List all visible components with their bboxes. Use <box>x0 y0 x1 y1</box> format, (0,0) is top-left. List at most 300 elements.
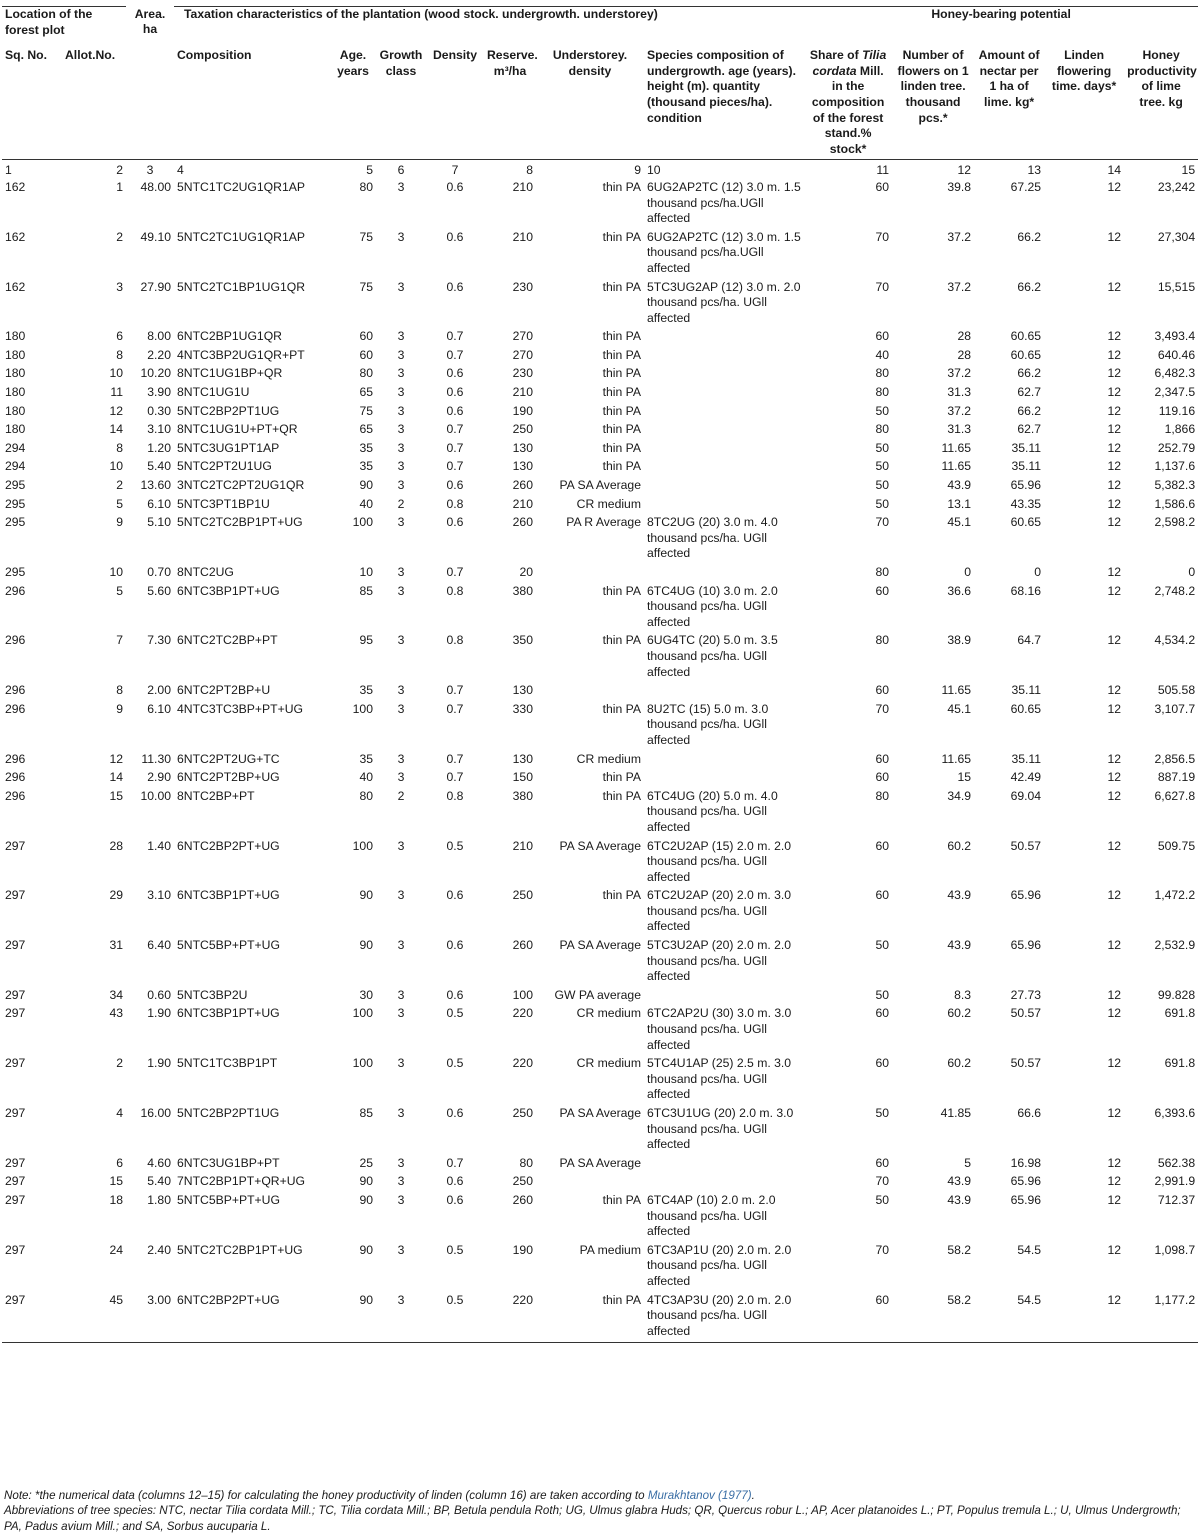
share-italic: Tilia cordata <box>812 48 887 78</box>
table-cell: 3 <box>397 1192 405 1207</box>
table-cell: 8.00 <box>147 329 171 344</box>
table-row <box>2 632 1198 682</box>
table-cell: CR medium <box>576 496 641 511</box>
table-cell: 75 <box>359 403 373 418</box>
column-header: Density <box>432 48 478 63</box>
table-cell: 8TC2UG (20) 3.0 m. 4.0 thousand pcs/ha. UGll affected <box>647 515 778 561</box>
table-cell: 2,598.2 <box>1154 515 1196 530</box>
table-cell: 35.11 <box>1011 459 1042 474</box>
table-cell: 45.1 <box>947 515 972 530</box>
table-cell: 5NTC1TC3BP1PT <box>177 1056 278 1071</box>
header-taxation: Taxation characteristics of the plantation (wood stock. undergrowth. understorey) <box>174 7 804 39</box>
table-cell: 0.7 <box>446 440 464 455</box>
table-cell: PA SA Average <box>559 478 641 493</box>
table-cell: 8NTC1UG1U <box>177 385 250 400</box>
table-cell: 43.9 <box>947 478 972 493</box>
table-cell: 27,304 <box>1157 229 1196 244</box>
table-row <box>2 384 1198 403</box>
table-cell: 3 <box>397 440 405 455</box>
table-cell: 80 <box>519 1155 533 1170</box>
table-cell: 58.2 <box>892 1292 974 1343</box>
table-cell: 0.6 <box>446 179 464 194</box>
table-cell: PA SA Average <box>559 1106 641 1120</box>
table-cell: 294 <box>5 459 26 474</box>
table-cell: 24 <box>109 1242 123 1257</box>
table-cell: 12 <box>1107 478 1122 493</box>
table-cell: 0.7 <box>446 751 464 766</box>
table-cell <box>644 564 804 583</box>
table-cell <box>536 564 644 583</box>
table-cell: 54.5 <box>974 1292 1044 1343</box>
table-cell: 60.65 <box>1010 329 1042 344</box>
table-cell: 90 <box>359 938 373 953</box>
table-cell: thin PA <box>602 1192 641 1207</box>
table-cell: 35 <box>359 459 373 474</box>
table-cell: 12 <box>1107 788 1122 803</box>
table-cell: 3 <box>116 279 123 294</box>
table-cell: 3NTC2TC2PT2UG1QR <box>177 478 305 493</box>
table-cell: 90 <box>359 1192 373 1207</box>
table-cell: 37.2 <box>947 229 972 244</box>
table-cell: 15,515 <box>1157 279 1196 294</box>
table-cell: 3 <box>397 751 405 766</box>
table-cell: 5NTC3UG1PT1AP <box>177 440 280 455</box>
table-cell: 12 <box>1107 459 1122 474</box>
table-cell: 65.96 <box>1010 1192 1042 1207</box>
column-header: Sq. No. <box>5 48 47 63</box>
column-header: Allot.No. <box>65 48 116 63</box>
table-cell: 65.96 <box>1010 938 1042 953</box>
table-row <box>2 496 1198 515</box>
table-cell: 28 <box>109 838 123 853</box>
table-cell: 2.40 <box>147 1242 171 1257</box>
table-cell: 2.20 <box>147 347 171 362</box>
table-cell: 40 <box>875 347 890 362</box>
table-cell: 40 <box>359 496 373 511</box>
table-cell: 6NTC2BP2PT+UG <box>177 838 280 853</box>
table-cell: 330 <box>512 701 533 716</box>
table-cell: 0.8 <box>446 788 464 803</box>
table-cell: 0.70 <box>147 565 171 579</box>
table-cell: 6TC3U1UG (20) 2.0 m. 3.0 thousand pcs/ha. UGll affected <box>647 1106 794 1152</box>
table-cell: 100 <box>352 1056 373 1071</box>
table-cell: 2.90 <box>147 770 171 785</box>
table-cell: 80 <box>875 788 890 803</box>
table-cell: 70 <box>875 1242 890 1257</box>
table-cell: 12 <box>1107 1006 1122 1021</box>
table-cell: 50 <box>875 938 890 953</box>
table-cell <box>644 496 804 515</box>
table-cell: thin PA <box>602 329 641 344</box>
table-cell: 5TC4U1AP (25) 2.5 m. 3.0 thousand pcs/ha. UGll affected <box>647 1056 792 1102</box>
table-cell: 5.40 <box>147 1174 171 1189</box>
table-cell: 100 <box>352 1006 373 1021</box>
table-cell: 60 <box>875 179 890 194</box>
table-cell: 66.6 <box>1017 1106 1042 1120</box>
table-cell: 66.2 <box>1017 366 1042 381</box>
table-cell: 7 <box>116 633 123 648</box>
table-cell: 2 <box>116 478 123 493</box>
table-cell: 0.6 <box>446 366 464 381</box>
column-header: Honey productivity of lime tree. kg <box>1127 48 1197 109</box>
table-cell: 50.57 <box>1010 1056 1042 1071</box>
table-cell: 2.00 <box>147 683 171 698</box>
table-cell: 5NTC1TC2UG1QR1AP <box>177 179 306 194</box>
table-cell: thin PA <box>602 788 641 803</box>
table-cell: 10 <box>109 565 123 579</box>
table-cell: 150 <box>512 770 533 785</box>
share-post: Mill. in the composition of the forest stand.% stock* <box>811 63 885 156</box>
column-number: 6 <box>376 160 426 179</box>
table-cell <box>536 1173 644 1192</box>
column-number: 12 <box>892 160 974 179</box>
table-cell: 380 <box>512 788 533 803</box>
table-cell: 13.1 <box>947 496 972 511</box>
table-cell: 5 <box>964 1155 972 1170</box>
table-cell: 3.10 <box>147 888 171 903</box>
table-row <box>2 1192 1198 1242</box>
table-cell: 12 <box>1107 770 1122 785</box>
table-cell: 887.19 <box>1157 770 1196 785</box>
table-cell: 0 <box>1188 565 1196 579</box>
table-cell: 296 <box>5 788 26 803</box>
table-cell: 12 <box>1107 751 1122 766</box>
table-cell: 43 <box>109 1006 123 1021</box>
column-header: Composition <box>177 48 252 63</box>
table-cell: 28 <box>957 347 972 362</box>
table-cell: 6,627.8 <box>1154 788 1196 803</box>
table-cell: 12 <box>1107 683 1122 698</box>
table-row <box>2 421 1198 440</box>
table-cell: 1.90 <box>147 1056 171 1071</box>
table-cell: 12 <box>1107 565 1122 579</box>
table-cell: 9 <box>116 701 123 716</box>
table-cell: 2 <box>116 229 123 244</box>
table-cell: 70 <box>875 279 890 294</box>
table-cell: 7NTC2BP1PT+QR+UG <box>177 1174 306 1189</box>
table-cell: 60.65 <box>1010 347 1042 362</box>
table-cell: 60 <box>359 329 373 344</box>
table-cell: 12 <box>1107 1155 1122 1170</box>
table-cell: 3,493.4 <box>1154 329 1196 344</box>
table-cell: 296 <box>5 701 26 716</box>
table-cell: 60.2 <box>947 1056 972 1071</box>
table-cell: 3 <box>397 279 405 294</box>
table-cell: thin PA <box>602 701 641 716</box>
table-cell: 80 <box>359 366 373 381</box>
table-cell: 6TC4AP (10) 2.0 m. 2.0 thousand pcs/ha. UGll affected <box>647 1192 776 1239</box>
table-cell: 10 <box>109 459 123 474</box>
table-cell: 8U2TC (15) 5.0 m. 3.0 thousand pcs/ha. UGll affected <box>647 701 769 747</box>
table-cell: 43.9 <box>947 938 972 953</box>
table-cell: 210 <box>512 838 533 853</box>
table-cell: 80 <box>875 565 890 579</box>
table-cell: 1,472.2 <box>1154 888 1196 903</box>
column-number: 15 <box>1124 160 1198 179</box>
header-honey-bearing: Honey-bearing potential <box>804 7 1198 39</box>
table-cell: 3 <box>397 987 405 1002</box>
table-cell: 5NTC2TC1UG1QR1AP <box>177 229 306 244</box>
table-cell: 3.00 <box>126 1292 174 1343</box>
column-header: Amount of nectar per 1 ha of lime. kg* <box>978 48 1040 109</box>
table-cell: 12 <box>1044 1292 1124 1343</box>
table-row <box>2 937 1198 987</box>
table-cell: 297 <box>5 1174 26 1189</box>
table-cell: 119.16 <box>1158 403 1196 418</box>
table-cell: thin PA <box>602 403 641 418</box>
table-cell <box>644 384 804 403</box>
table-cell: 260 <box>512 938 533 953</box>
table-cell: 4.60 <box>147 1155 171 1170</box>
column-header <box>126 38 174 160</box>
column-number: 8 <box>484 160 536 179</box>
table-cell: 66.2 <box>1017 229 1042 244</box>
table-cell: 3 <box>397 1155 405 1170</box>
table-cell: 45.1 <box>947 701 972 716</box>
table-cell: 5NTC2TC2BP1PT+UG <box>177 515 303 530</box>
table-row <box>2 229 1198 279</box>
table-cell: 5NTC2BP2PT1UG <box>177 1106 280 1120</box>
table-cell: 39.8 <box>947 179 972 194</box>
table-cell: 12 <box>1107 496 1122 511</box>
table-cell: 3 <box>397 179 405 194</box>
table-cell: 3 <box>397 938 405 953</box>
table-cell: 90 <box>359 1174 373 1189</box>
table-cell <box>644 365 804 384</box>
table-cell: 6.40 <box>147 938 171 953</box>
table-cell: GW PA average <box>554 987 641 1002</box>
table-cell: thin PA <box>602 583 641 598</box>
table-cell: 0.6 <box>446 229 464 244</box>
table-cell: 48.00 <box>140 179 171 194</box>
column-number: 14 <box>1044 160 1124 179</box>
table-cell: 1,177.2 <box>1124 1292 1198 1343</box>
column-header: Understorey. density <box>552 48 628 78</box>
table-cell: thin PA <box>602 888 641 903</box>
table-cell: 6NTC3BP1PT+UG <box>177 583 280 598</box>
table-cell: 6UG4TC (20) 5.0 m. 3.5 thousand pcs/ha. UGll affected <box>647 633 778 679</box>
table-cell: 15 <box>957 770 972 785</box>
table-cell: 297 <box>5 1056 26 1071</box>
table-cell <box>644 477 804 496</box>
table-cell: 6 <box>116 1155 123 1170</box>
table-cell: 180 <box>5 329 26 344</box>
table-cell: 2,991.9 <box>1154 1174 1196 1189</box>
table-cell: 100 <box>352 515 373 530</box>
table-cell: 3 <box>376 1292 426 1343</box>
table-cell: 35 <box>359 683 373 698</box>
table-cell: 3 <box>397 422 405 437</box>
table-row <box>2 477 1198 496</box>
table-cell: 270 <box>512 347 533 362</box>
table-cell: 0.5 <box>446 1056 464 1071</box>
table-cell: 10.00 <box>140 788 171 803</box>
table-row <box>2 682 1198 701</box>
table-cell: 65.96 <box>1010 888 1042 903</box>
share-pre: Share of <box>809 48 863 63</box>
table-cell: 5NTC2BP2PT1UG <box>177 403 280 418</box>
table-cell: 250 <box>512 888 533 903</box>
table-cell: 11.30 <box>141 751 171 766</box>
table-cell: 3 <box>397 1174 405 1189</box>
table-cell: 12 <box>1107 1192 1122 1207</box>
table-cell: 6.10 <box>147 496 171 511</box>
table-cell: 10.20 <box>140 366 171 381</box>
table-cell: 6NTC3BP1PT+UG <box>177 888 280 903</box>
table-row <box>2 1005 1198 1055</box>
table-cell: 230 <box>512 279 533 294</box>
header-location: Location of the forest plot <box>2 7 126 39</box>
table-cell: 8NTC2BP+PT <box>177 788 255 803</box>
table-cell: 162 <box>5 279 26 294</box>
table-cell: 5,382.3 <box>1154 478 1196 493</box>
table-cell: 43.9 <box>947 888 972 903</box>
table-cell: 75 <box>359 229 373 244</box>
table-row <box>2 1242 1198 1292</box>
table-cell: 66.2 <box>1017 279 1042 294</box>
table-cell: 6TC2U2AP (20) 2.0 m. 3.0 thousand pcs/ha. UGll affected <box>647 888 792 934</box>
table-cell <box>644 440 804 459</box>
table-cell: 34.9 <box>947 788 972 803</box>
table-cell: 4NTC3TC3BP+PT+UG <box>177 701 303 716</box>
table-cell: 162 <box>5 229 26 244</box>
table-cell <box>644 987 804 1006</box>
table-cell: 85 <box>359 1106 373 1120</box>
table-cell: 20 <box>519 565 533 579</box>
table-cell: 90 <box>359 478 373 493</box>
table-row <box>2 701 1198 751</box>
table-cell: 1.90 <box>147 1006 171 1021</box>
table-cell: 35 <box>359 440 373 455</box>
table-notes <box>4 1488 1198 1534</box>
table-cell: thin PA <box>536 1292 644 1343</box>
table-cell: 8.3 <box>954 987 972 1002</box>
table-cell: 3 <box>397 515 405 530</box>
table-cell: 60 <box>875 329 890 344</box>
table-cell: 180 <box>5 385 26 400</box>
table-cell: 0.7 <box>446 683 464 698</box>
table-cell: 8 <box>116 683 123 698</box>
table-cell: thin PA <box>602 366 641 381</box>
table-cell: 68.16 <box>1010 583 1042 598</box>
table-cell: 6TC3AP1U (20) 2.0 m. 2.0 thousand pcs/ha. UGll affected <box>647 1242 792 1288</box>
table-cell: 12 <box>1107 229 1122 244</box>
table-cell: 8NTC2UG <box>177 565 234 579</box>
table-cell: 50 <box>875 1106 890 1120</box>
table-cell: 60 <box>875 888 890 903</box>
table-cell: 297 <box>5 838 26 853</box>
reference-link[interactable]: Murakhtanov (1977) <box>647 1489 752 1502</box>
table-cell: 60 <box>875 1155 890 1170</box>
table-cell: 210 <box>512 229 533 244</box>
table-cell: 0.60 <box>147 987 171 1002</box>
table-cell <box>644 403 804 422</box>
table-cell: 60.65 <box>1010 515 1042 530</box>
table-cell: 60.2 <box>947 838 972 853</box>
table-cell: 7.30 <box>147 633 171 648</box>
note-suffix: . <box>751 1489 755 1502</box>
table-cell: 15 <box>109 1174 123 1189</box>
table-cell: 3 <box>397 478 405 493</box>
table-cell: 50 <box>875 440 890 455</box>
table-cell: 0.6 <box>446 1174 464 1189</box>
table-cell: 12 <box>1107 347 1122 362</box>
table-row <box>2 279 1198 329</box>
table-cell: thin PA <box>602 440 641 455</box>
table-cell: 0.8 <box>446 496 464 511</box>
table-cell: 12 <box>1107 938 1122 953</box>
table-cell <box>644 1173 804 1192</box>
table-cell: 70 <box>875 515 890 530</box>
table-row <box>2 403 1198 422</box>
table-cell: 3 <box>397 329 405 344</box>
table-row <box>2 179 1198 229</box>
table-cell: 210 <box>512 179 533 194</box>
table-cell: 50.57 <box>1010 838 1042 853</box>
table-cell: 11.65 <box>941 440 972 455</box>
table-cell: 28 <box>957 329 972 344</box>
table-cell: 2,532.9 <box>1154 938 1196 953</box>
table-cell: 65 <box>359 422 373 437</box>
table-cell: 3 <box>397 1056 405 1071</box>
table-row <box>2 769 1198 788</box>
table-cell: 0.7 <box>446 565 464 579</box>
table-cell: 27.73 <box>1010 987 1042 1002</box>
table-cell: 350 <box>512 633 533 648</box>
table-cell: 60.65 <box>1010 701 1042 716</box>
table-cell: 296 <box>5 583 26 598</box>
table-cell: 100 <box>352 701 373 716</box>
table-cell: 5NTC3BP2U <box>177 987 248 1002</box>
table-cell: 12 <box>1107 515 1122 530</box>
column-header: Linden flowering time. days* <box>1051 48 1117 94</box>
table-cell: PA medium <box>579 1242 641 1257</box>
table-cell: 0.7 <box>446 1155 464 1170</box>
table-cell: 4,534.2 <box>1154 633 1196 648</box>
table-cell: 15 <box>109 788 123 803</box>
table-cell <box>644 421 804 440</box>
table-cell: 6UG2AP2TC (12) 3.0 m. 1.5 thousand pcs/ha.UGll affected <box>647 229 801 275</box>
table-cell: 5.40 <box>147 459 171 474</box>
table-cell: 41.85 <box>940 1106 972 1120</box>
table-cell: 0.8 <box>446 583 464 598</box>
table-cell: 12 <box>1107 403 1122 418</box>
table-cell: 0.30 <box>147 403 171 418</box>
table-cell: 80 <box>359 179 373 194</box>
abbreviations-line: Abbreviations of tree species: NTC, nectar Tilia cordata Mill.; TC, Tilia cordata Mill.; BP, Betula pendula Roth; UG, Ulmus glabra Huds; QR, Quercus robur L.; AP, Acer platanoides L.; PT, Populus tremula L.; U, Ulmus Undergrowth; PA, Padus avium Mill.; and SA, Sorbus aucuparia L. <box>4 1504 1181 1533</box>
table-cell: 3 <box>397 1242 405 1257</box>
table-cell: 0.8 <box>446 633 464 648</box>
table-cell: 162 <box>5 179 26 194</box>
table-cell: 100 <box>352 838 373 853</box>
table-cell: 6NTC2BP1UG1QR <box>177 329 282 344</box>
table-cell: 0.5 <box>446 838 464 853</box>
table-cell: 50 <box>875 496 890 511</box>
table-cell: 85 <box>359 583 373 598</box>
table-cell: 9 <box>116 515 123 530</box>
table-cell: thin PA <box>602 770 641 785</box>
table-cell: 509.75 <box>1157 838 1196 853</box>
table-cell: 0.6 <box>446 478 464 493</box>
table-row <box>2 987 1198 1006</box>
table-cell: 230 <box>512 366 533 381</box>
table-cell: 12 <box>1107 279 1122 294</box>
table-cell: 60 <box>875 751 890 766</box>
table-cell: 64.7 <box>1017 633 1042 648</box>
table-row <box>2 583 1198 633</box>
table-cell: 3 <box>397 366 405 381</box>
table-cell: thin PA <box>602 385 641 400</box>
